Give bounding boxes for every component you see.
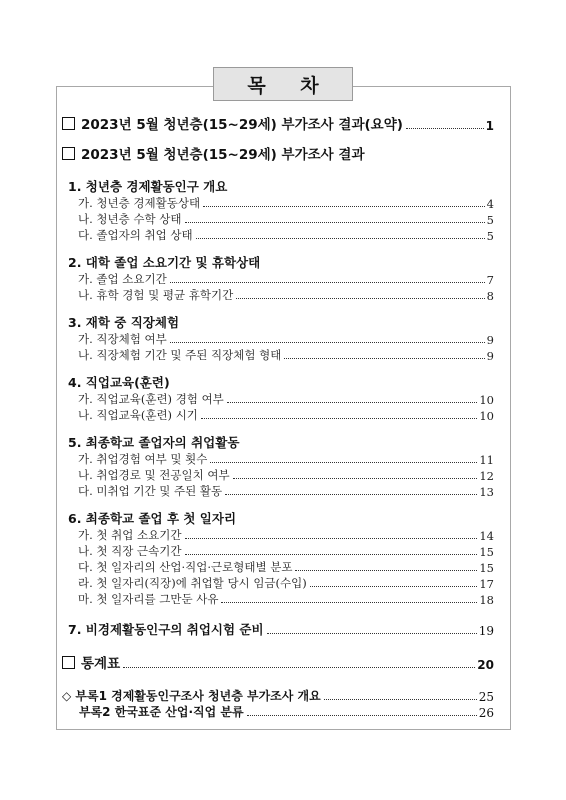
page-number: 1 (485, 119, 494, 133)
dot-leader (324, 699, 477, 700)
toc-entry[interactable]: 나. 청년층 수학 상태 5 (78, 212, 494, 227)
dot-leader (185, 222, 485, 223)
dot-leader (203, 206, 485, 207)
dot-leader (170, 282, 485, 283)
page-number: 12 (479, 469, 494, 483)
section-heading[interactable]: 4. 직업교육(훈련) (68, 375, 170, 390)
checkbox-square-icon (62, 656, 75, 669)
section-heading[interactable]: 3. 재학 중 직장체험 (68, 315, 180, 330)
toc-entry[interactable]: 가. 졸업 소요기간 7 (78, 272, 494, 287)
toc-entry[interactable]: 가. 청년층 경제활동상태 4 (78, 196, 494, 211)
dot-leader (201, 418, 477, 419)
toc-entry[interactable]: 다. 첫 일자리의 산업·직업·근로형태별 분포 15 (78, 560, 494, 575)
dot-leader (185, 554, 478, 555)
page-number: 17 (479, 577, 494, 591)
page-number: 25 (478, 690, 494, 704)
toc-entry[interactable]: 가. 직업교육(훈련) 경험 여부 10 (78, 392, 494, 407)
toc-stats-entry[interactable] (62, 653, 494, 672)
dot-leader (225, 494, 477, 495)
section-heading[interactable]: 2. 대학 졸업 소요기간 및 휴학상태 (68, 255, 261, 270)
toc-entry[interactable]: 나. 취업경로 및 전공일치 여부 12 (78, 468, 494, 483)
toc-summary-label: 2023년 5월 청년층(15~29세) 부가조사 결과(요약) (81, 117, 403, 133)
section-heading[interactable]: 6. 최종학교 졸업 후 첫 일자리 (68, 511, 237, 526)
toc-annex1-entry[interactable]: ◇ 부록1 경제활동인구조사 청년층 부가조사 개요 25 (62, 689, 494, 704)
page-number: 5 (486, 213, 494, 227)
dot-leader (210, 462, 477, 463)
toc-entry[interactable]: 나. 직장체험 기간 및 주된 직장체험 형태 9 (78, 348, 494, 363)
results-heading-label: 2023년 5월 청년층(15~29세) 부가조사 결과 (81, 147, 365, 163)
toc-entry[interactable]: 가. 취업경험 여부 및 횟수 11 (78, 452, 494, 467)
table-of-contents (62, 114, 494, 720)
page-number: 8 (486, 289, 494, 303)
toc-entry[interactable]: 다. 미취업 기간 및 주된 활동 13 (78, 484, 494, 499)
stats-label: 통계표 (81, 656, 121, 672)
toc-summary-entry[interactable] (62, 114, 494, 133)
toc-entry[interactable]: 나. 첫 직장 근속기간 15 (78, 544, 494, 559)
page-number: 10 (479, 393, 494, 407)
dot-leader (221, 602, 477, 603)
dot-leader (170, 342, 485, 343)
checkbox-square-icon (62, 147, 75, 160)
page-number: 20 (477, 658, 494, 672)
dot-leader (227, 402, 478, 403)
toc-entry[interactable]: 라. 첫 일자리(직장)에 취업할 당시 임금(수입) 17 (78, 576, 494, 591)
dot-leader (196, 238, 485, 239)
page-number: 18 (479, 593, 494, 607)
page-number: 5 (486, 229, 494, 243)
dot-leader (284, 358, 484, 359)
section-heading[interactable]: 1. 청년층 경제활동인구 개요 (68, 179, 228, 194)
toc-entry[interactable]: 나. 직업교육(훈련) 시기 10 (78, 408, 494, 423)
page-number: 13 (479, 485, 494, 499)
toc-entry[interactable]: 다. 졸업자의 취업 상태 5 (78, 228, 494, 243)
toc-entry[interactable]: 나. 휴학 경험 및 평균 휴학기간 8 (78, 288, 494, 303)
dot-leader (236, 298, 484, 299)
dot-leader (247, 715, 477, 716)
page-number: 19 (478, 624, 494, 638)
page-number: 9 (486, 333, 494, 347)
dot-leader (267, 633, 477, 634)
checkbox-square-icon (62, 117, 75, 130)
dot-leader (295, 570, 477, 571)
toc-entry[interactable]: 가. 직장체험 여부 9 (78, 332, 494, 347)
toc-entry[interactable]: 마. 첫 일자리를 그만둔 사유 18 (78, 592, 494, 607)
dot-leader (406, 128, 484, 129)
toc-entry[interactable]: 가. 첫 취업 소요기간 14 (78, 528, 494, 543)
page-number: 7 (486, 273, 494, 287)
toc-title: 목 차 (213, 67, 353, 101)
page-number: 11 (479, 453, 494, 467)
dot-leader (310, 586, 478, 587)
dot-leader (123, 667, 475, 668)
page-number: 15 (479, 561, 494, 575)
page-number: 9 (486, 349, 494, 363)
section-heading[interactable]: 5. 최종학교 졸업자의 취업활동 (68, 435, 240, 450)
page-number: 14 (479, 529, 494, 543)
toc-results-heading[interactable] (62, 144, 494, 163)
page-number: 26 (478, 706, 494, 720)
dot-leader (233, 478, 478, 479)
page-number: 15 (479, 545, 494, 559)
dot-leader (185, 538, 478, 539)
page-number: 4 (486, 197, 494, 211)
toc-section7-entry[interactable]: 7. 비경제활동인구의 취업시험 준비 19 (68, 622, 494, 638)
toc-annex2-entry[interactable]: 부록2 한국표준 산업·직업 분류 26 (79, 705, 494, 720)
page-number: 10 (479, 409, 494, 423)
